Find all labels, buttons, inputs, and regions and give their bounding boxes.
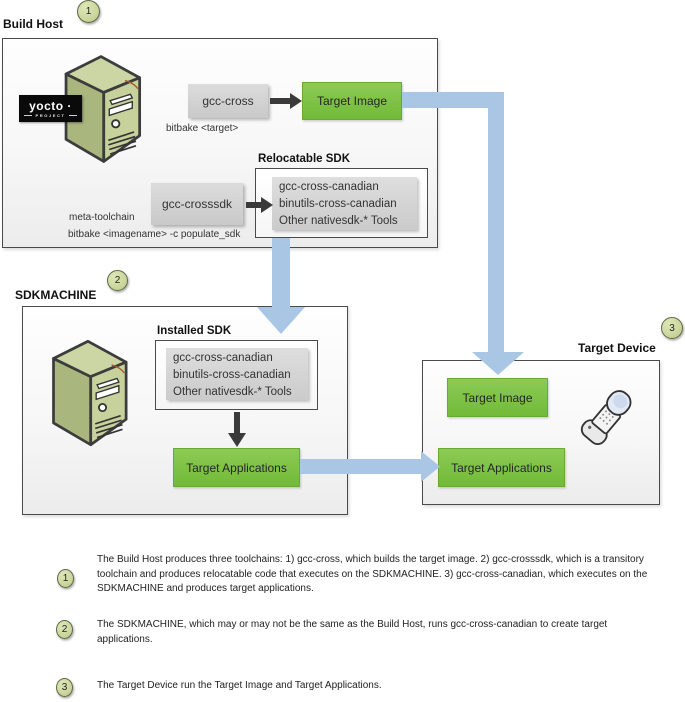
target-image-label: Target Image xyxy=(462,390,533,405)
target-image-label: Target Image xyxy=(316,94,388,108)
badge-3-number: 3 xyxy=(669,322,675,334)
note-1-number: 1 xyxy=(62,573,69,584)
logo-rule-right xyxy=(69,115,77,116)
target-device-phone-icon xyxy=(574,382,640,452)
badge-3 xyxy=(661,317,683,339)
relocatable-sdk-toolchain-list xyxy=(272,177,417,230)
logo-rule-left xyxy=(24,115,32,116)
yocto-project-logo xyxy=(19,95,82,122)
gcc-cross-label: gcc-cross xyxy=(202,94,254,108)
sdkmachine-title: SDKMACHINE xyxy=(15,288,97,302)
relocatable-sdk-title: Relocatable SDK xyxy=(258,153,351,165)
note-2-badge xyxy=(56,620,73,639)
note-3-number: 3 xyxy=(61,682,68,693)
target-applications-label: Target Applications xyxy=(186,460,287,475)
sdkmachine-server-icon xyxy=(42,334,134,452)
meta-toolchain-annotation: meta-toolchain xyxy=(69,212,135,223)
gcc-cross-box xyxy=(188,84,268,118)
note-1-text: The Build Host produces three toolchains: 1) gcc-cross, which builds the target image. 2) gcc-crosssdk, which is a transitory toolchain and produces relocatable code that executes on the SDKMACHINE. 3) gcc-cross-canadian, which executes on the SDKMACHINE and produces target applications. xyxy=(97,554,648,594)
badge-2-number: 2 xyxy=(114,275,121,286)
gcc-crosssdk-label: gcc-crosssdk xyxy=(161,197,232,211)
note-3-badge xyxy=(56,678,73,697)
target-applications-box-sdkmachine xyxy=(173,448,300,487)
toolchain-item: Other nativesdk-* Tools xyxy=(173,386,292,398)
target-image-box-buildhost xyxy=(302,82,402,120)
yocto-logo-sub: PROJECT xyxy=(35,112,66,118)
badge-1 xyxy=(77,0,100,23)
note-2-text: The SDKMACHINE, which may or may not be the same as the Build Host, runs gcc-cross-canadian to create target applications. xyxy=(97,619,608,645)
installed-sdk-title: Installed SDK xyxy=(157,325,232,337)
build-host-title: Build Host xyxy=(3,17,63,31)
note-2-number: 2 xyxy=(61,624,68,635)
toolchain-item: Other nativesdk-* Tools xyxy=(279,215,398,227)
target-applications-box-device xyxy=(438,448,565,487)
toolchain-item: gcc-cross-canadian xyxy=(173,352,273,364)
bitbake-target-annotation: bitbake <target> xyxy=(166,123,239,134)
target-image-box-device xyxy=(447,378,548,417)
note-1-badge xyxy=(57,569,74,588)
badge-2 xyxy=(107,270,128,291)
note-3-text: The Target Device run the Target Image and Target Applications. xyxy=(97,680,382,691)
target-applications-label: Target Applications xyxy=(451,460,552,475)
yocto-logo-word: yocto · xyxy=(29,98,72,113)
badge-1-number: 1 xyxy=(85,6,92,17)
target-device-title: Target Device xyxy=(578,341,656,355)
toolchain-item: binutils-cross-canadian xyxy=(279,198,397,210)
gcc-crosssdk-box xyxy=(151,183,243,225)
installed-sdk-toolchain-list xyxy=(166,348,308,400)
bitbake-populate-sdk-annotation: bitbake <imagename> -c populate_sdk xyxy=(68,229,241,240)
toolchain-item: gcc-cross-canadian xyxy=(279,181,379,193)
toolchain-item: binutils-cross-canadian xyxy=(173,369,291,381)
